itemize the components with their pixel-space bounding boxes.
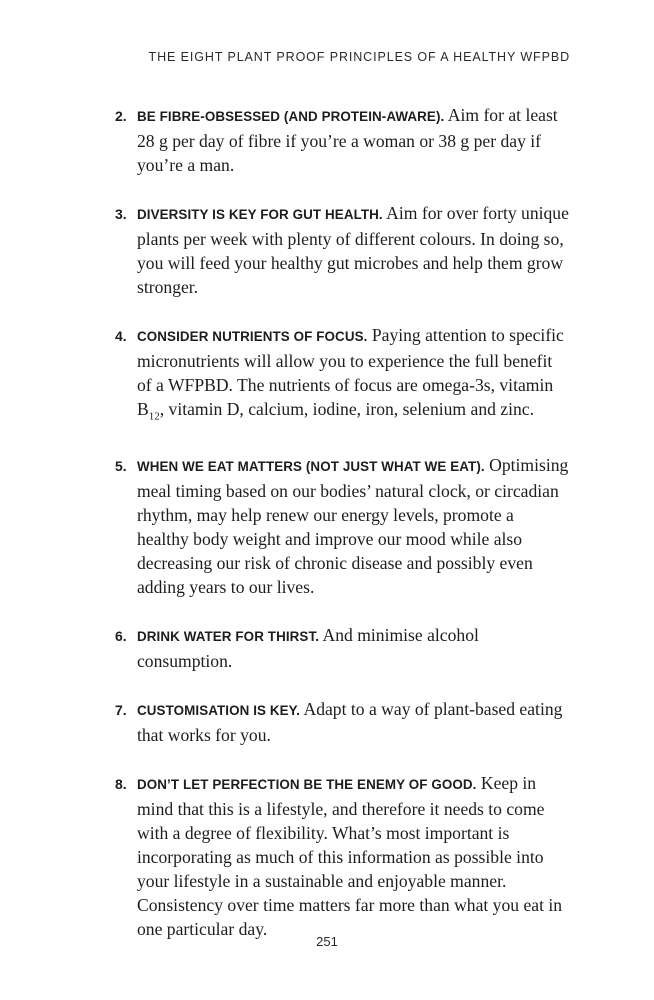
principle-heading: DRINK WATER FOR THIRST. <box>137 628 320 644</box>
principle-heading: WHEN WE EAT MATTERS (NOT JUST WHAT WE EAT). <box>137 458 485 474</box>
principle-body: Optimising meal timing based on our bodies’ natural clock, or circadian rhythm, may help renew our energy levels, promote a healthy body weight and improve our mood while also decreasing our risk of chronic disease and possibly even adding years to our lives. <box>137 454 569 597</box>
principle-heading: DIVERSITY IS KEY FOR GUT HEALTH. <box>137 207 383 222</box>
principle-heading: BE FIBRE-OBSESSED (AND PROTEIN-AWARE). <box>137 109 445 124</box>
principle-heading: CUSTOMISATION IS KEY. <box>137 702 301 718</box>
principle-heading: DON’T LET PERFECTION BE THE ENEMY OF GOOD. <box>137 776 477 792</box>
principle-item <box>0 771 654 941</box>
principle-body-continued: , vitamin D, calcium, iodine, iron, selenium and zinc. <box>159 399 535 419</box>
principle-number: 6. <box>115 627 127 644</box>
principle-body: Paying attention to specific micronutrients will allow you to experience the full benefit of a WFPBD. The nutrients of focus are omega-3s, vitamin B <box>137 325 564 419</box>
principle-body: Keep in mind that this is a lifestyle, and therefore it needs to come with a degree of flexibility. What’s most important is incorporating as much of this information as possible into your lifestyle in a sustainable and enjoyable manner. Consistency over time matters far more than what you eat in one particular day. <box>137 772 563 939</box>
principle-item <box>0 697 654 747</box>
principle-item <box>0 323 654 429</box>
principle-body: Adapt to a way of plant-based eating that works for you. <box>137 698 563 745</box>
principle-body: Aim for over forty unique plants per week with plenty of different colours. In doing so, you will feed your healthy gut microbes and help them grow stronger. <box>137 203 569 297</box>
principle-heading: CONSIDER NUTRIENTS OF FOCUS. <box>137 329 368 344</box>
principle-number: 5. <box>115 457 127 474</box>
principle-item <box>0 623 654 673</box>
principles-list <box>0 103 654 941</box>
principle-body: And minimise alcohol consumption. <box>137 624 479 671</box>
principle-number: 2. <box>115 108 127 124</box>
vitamin-subscript: 12 <box>148 410 160 423</box>
page-number: 251 <box>316 934 338 949</box>
principle-number: 8. <box>115 775 127 792</box>
principle-item <box>0 103 654 177</box>
principle-item <box>0 201 654 299</box>
principle-number: 3. <box>115 206 127 222</box>
principle-number: 7. <box>115 701 127 718</box>
running-header: THE EIGHT PLANT PROOF PRINCIPLES OF A HEALTHY WFPBD <box>148 50 570 64</box>
principle-number: 4. <box>115 328 127 344</box>
principle-body: Aim for at least 28 g per day of fibre if you’re a woman or 38 g per day if you’re a man. <box>137 105 558 175</box>
principle-item <box>0 453 654 599</box>
